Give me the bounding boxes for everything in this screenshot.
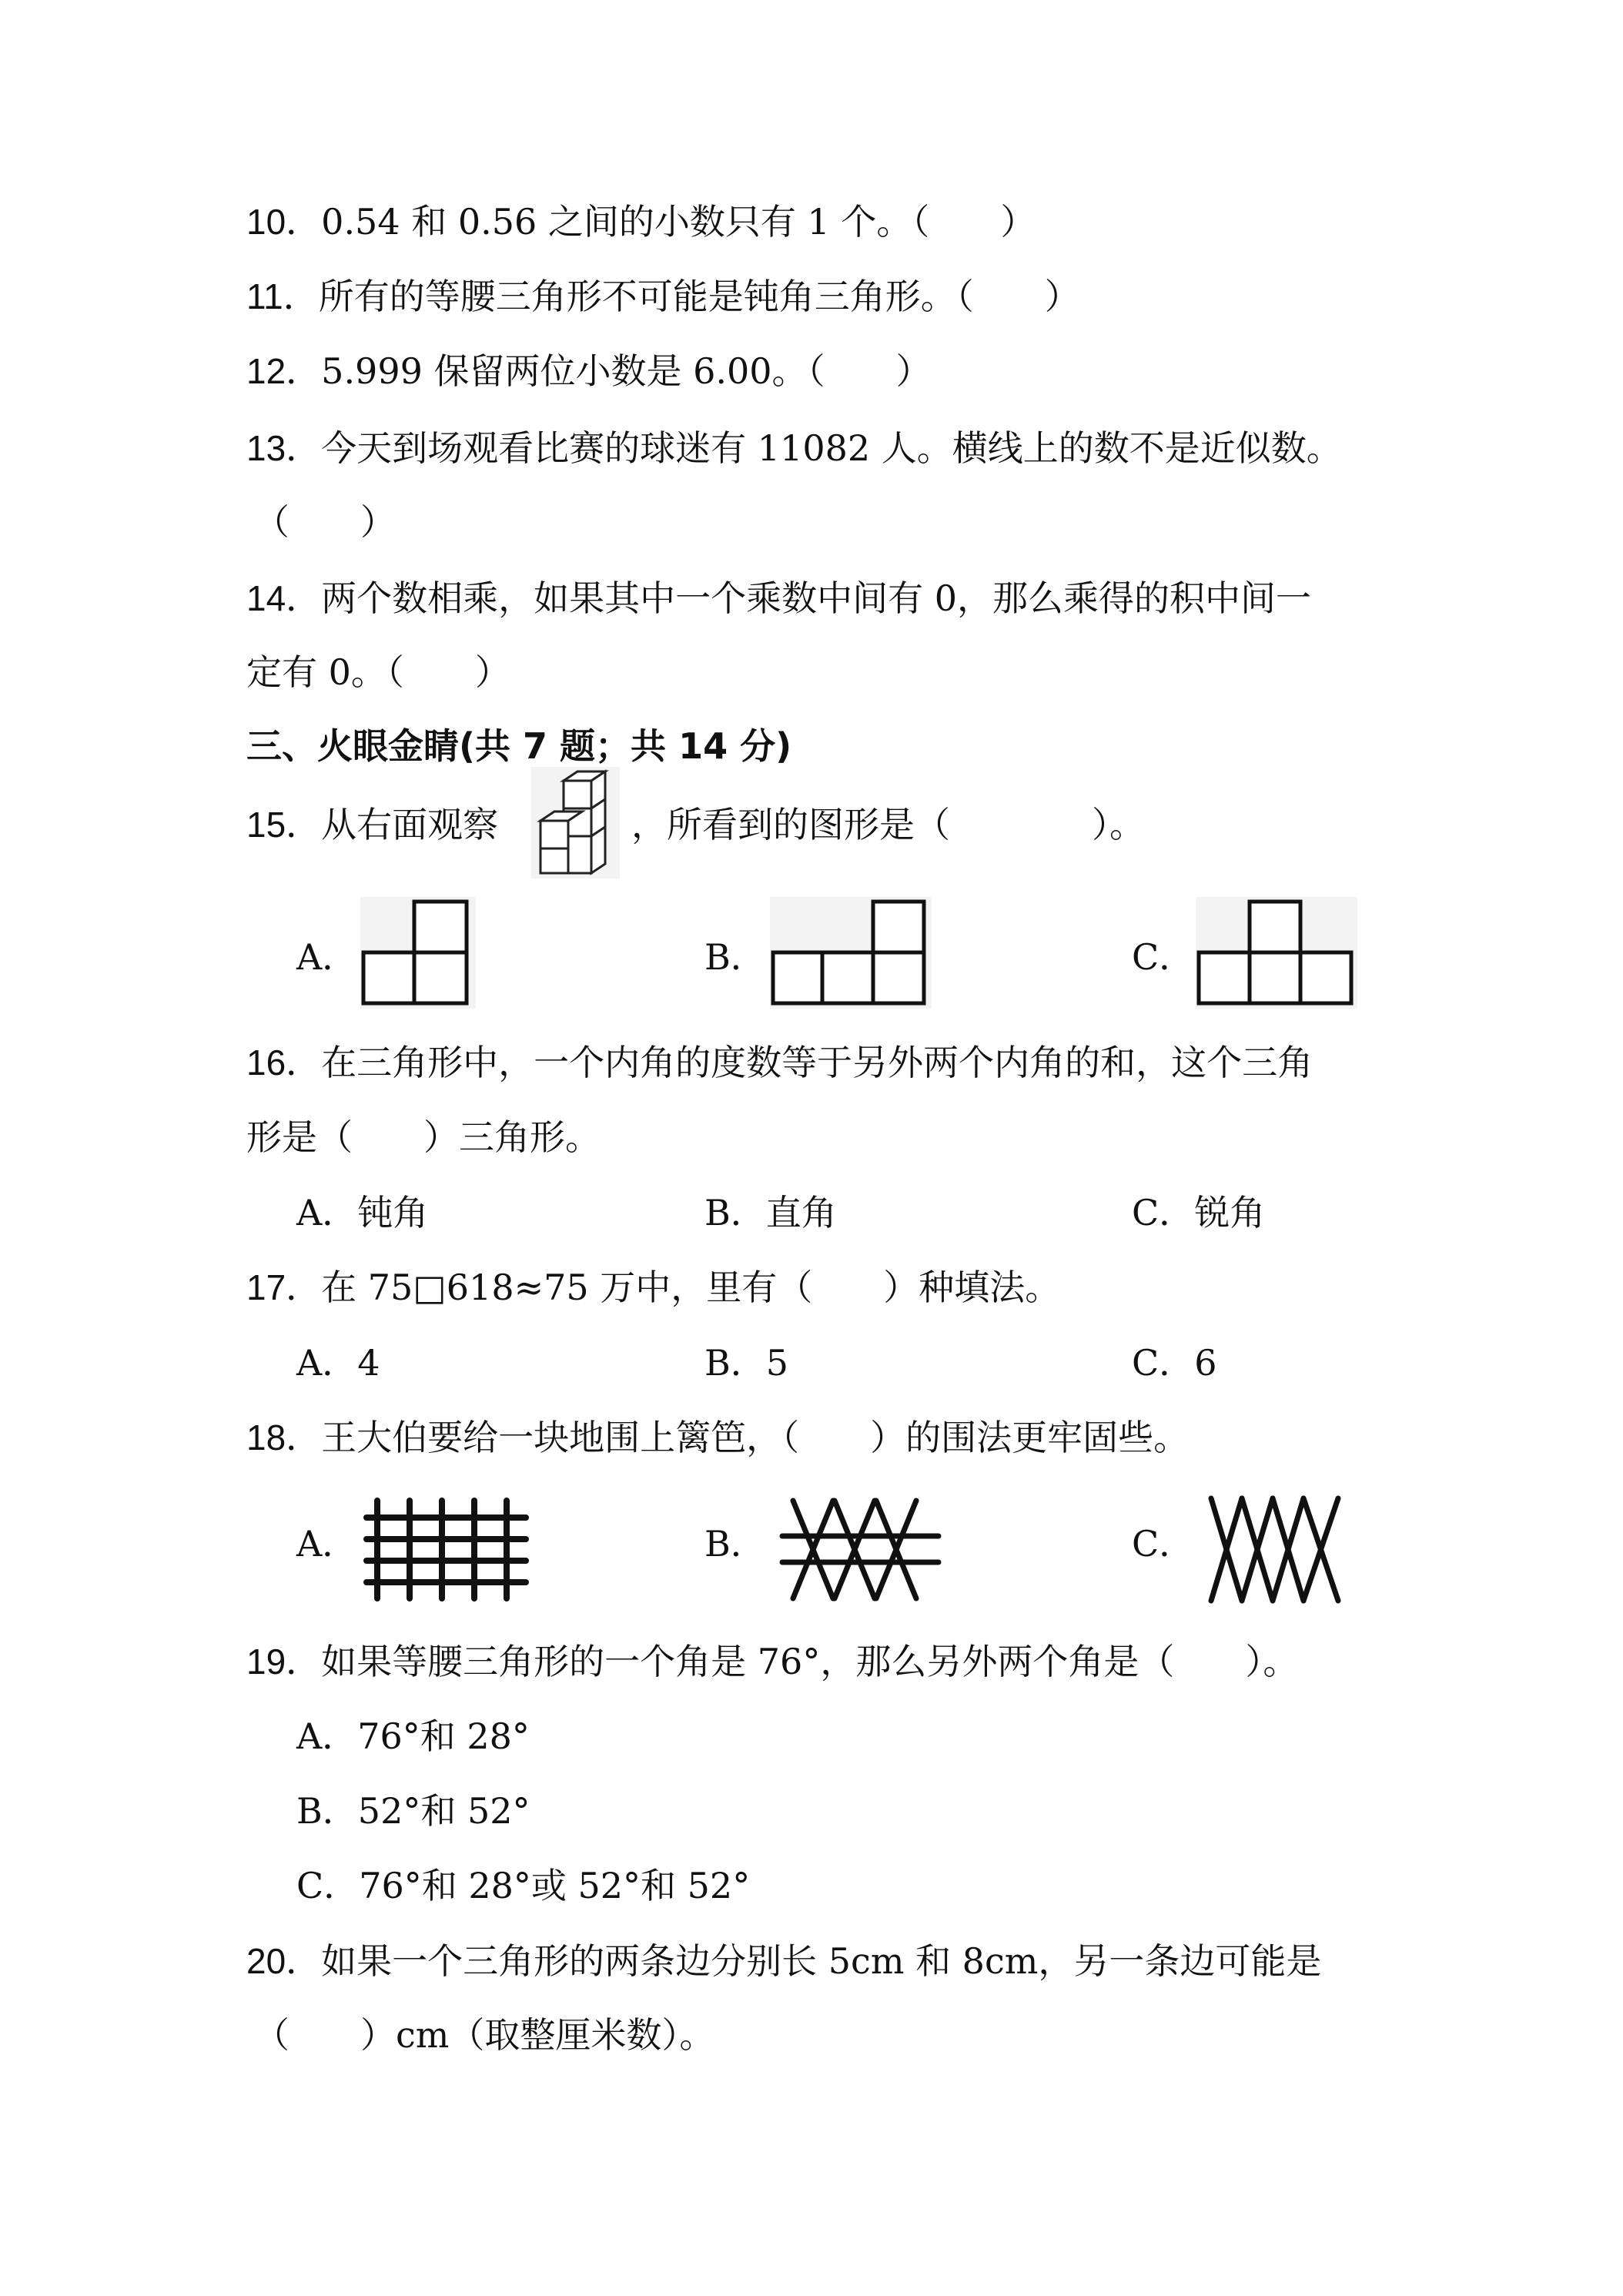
option-b: B．5 [704, 1342, 789, 1384]
option-a-figure [360, 897, 476, 1009]
question-text: （ ）cm（取整厘米数）。 [254, 2014, 715, 2056]
option-b: B． [704, 1523, 766, 1565]
cube-stack-figure [531, 767, 620, 879]
option-a: A．4 [296, 1342, 380, 1384]
question-17 [246, 1264, 1060, 1310]
question-number: 13． [246, 428, 322, 468]
question-19 [246, 1638, 1298, 1685]
question-number: 14． [246, 578, 322, 618]
question-number: 12． [246, 351, 322, 391]
answer-bracket: （ ） [254, 501, 396, 543]
fence-zigzag-figure [1203, 1494, 1350, 1605]
question-number: 20． [246, 1941, 322, 1981]
question-number: 17． [246, 1267, 322, 1307]
option-b: B．直角 [704, 1192, 837, 1233]
question-text: 今天到场观看比赛的球迷有 11082 人。横线上的数不是近似数。 [321, 427, 1342, 469]
question-number: 16． [246, 1043, 322, 1083]
question-text: 定有 0。（ ） [246, 651, 510, 693]
question-text: 如果等腰三角形的一个角是 76°，那么另外两个角是（ ）。 [321, 1641, 1299, 1682]
question-20-continuation [254, 2012, 714, 2058]
question-number: 10． [246, 202, 322, 242]
question-text: 王大伯要给一块地围上篱笆，（ ）的围法更牢固些。 [321, 1417, 1190, 1458]
question-text: 从右面观察 [321, 804, 499, 845]
option-a: A． [296, 936, 358, 978]
question-text: ，所看到的图形是（ ）。 [631, 804, 1145, 845]
option-c-figure [1196, 897, 1357, 1009]
question-16 [246, 1039, 1313, 1086]
question-14 [246, 575, 1311, 621]
question-16-continuation [246, 1114, 601, 1160]
option-c: C．6 [1132, 1342, 1217, 1384]
question-text: 0.54 和 0.56 之间的小数只有 1 个。（ ） [321, 201, 1036, 243]
question-text: 如果一个三角形的两条边分别长 5cm 和 8cm，另一条边可能是 [321, 1940, 1322, 1982]
question-text: 两个数相乘，如果其中一个乘数中间有 0，那么乘得的积中间一 [321, 577, 1312, 619]
question-18 [246, 1414, 1189, 1461]
question-text: 所有的等腰三角形不可能是钝角三角形。（ ） [318, 276, 1080, 317]
question-text: 在 75□618≈75 万中，里有（ ）种填法。 [321, 1267, 1061, 1308]
question-20 [246, 1938, 1321, 1984]
question-12 [246, 348, 932, 394]
question-13 [246, 425, 1342, 471]
question-14-continuation [246, 649, 510, 695]
question-number: 11． [246, 276, 319, 316]
option-c: C．锐角 [1132, 1192, 1266, 1233]
question-text: 5.999 保留两位小数是 6.00。（ ） [321, 350, 932, 392]
option-b-figure [770, 897, 932, 1009]
question-15-tail [631, 802, 1145, 848]
option-a: A．76°和 28° [296, 1715, 530, 1757]
section-heading: 三、火眼金睛(共 7 题；共 14 分) [246, 725, 792, 767]
option-a: A．钝角 [296, 1192, 429, 1233]
question-15 [246, 802, 498, 848]
question-number: 18． [246, 1417, 322, 1458]
option-c: C． [1132, 936, 1195, 978]
option-b: B． [704, 936, 766, 978]
question-text: 在三角形中，一个内角的度数等于另外两个内角的和，这个三角 [321, 1042, 1313, 1083]
question-13-continuation [254, 499, 396, 545]
option-c: C．76°和 28°或 52°和 52° [296, 1865, 751, 1906]
question-number: 15． [246, 805, 322, 845]
fence-cross-figure [778, 1498, 943, 1602]
fence-grid-figure [363, 1498, 529, 1602]
question-text: 形是（ ）三角形。 [246, 1116, 601, 1158]
option-c: C． [1132, 1523, 1195, 1565]
option-b: B．52°和 52° [296, 1790, 530, 1832]
question-number: 19． [246, 1642, 322, 1682]
question-11 [246, 273, 1080, 320]
question-10 [246, 199, 1036, 245]
option-a: A． [296, 1523, 358, 1565]
